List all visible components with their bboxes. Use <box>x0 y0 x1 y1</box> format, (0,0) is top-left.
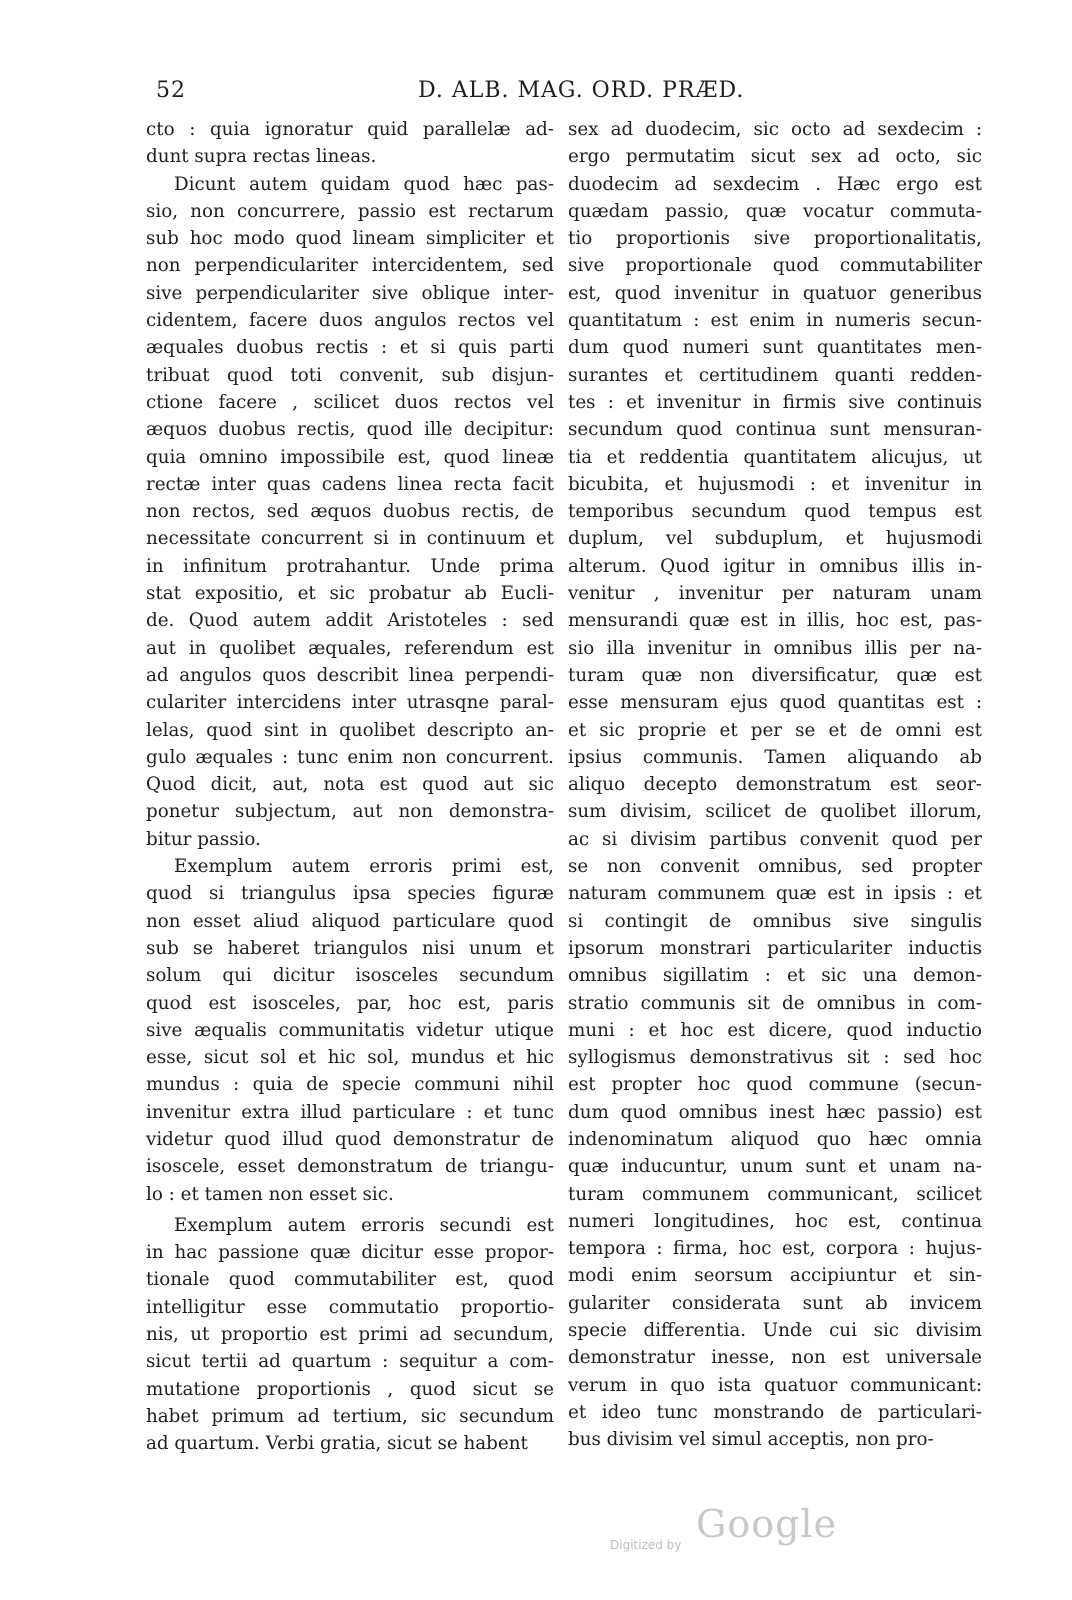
text-line: est propter hoc quod commune (secun- <box>568 1074 982 1096</box>
watermark-prefix: Digitized by <box>610 1538 682 1552</box>
text-line: temporibus secundum quod tempus est <box>568 501 982 523</box>
text-line: turam quæ non diversificatur, quæ est <box>568 664 982 686</box>
text-line: sub hoc modo quod lineam simpliciter et <box>146 228 554 250</box>
text-line: Exemplum autem erroris primi est, <box>174 856 554 878</box>
text-line: quædam passio, quæ vocatur commuta- <box>568 200 982 222</box>
text-line: alterum. Quod igitur in omnibus illis in- <box>568 555 982 577</box>
text-line: cidentem, facere duos angulos rectos vel <box>146 310 554 332</box>
text-line: muni : et hoc est dicere, quod inductio <box>568 1019 982 1041</box>
text-line: habet primum ad tertium, sic secundum <box>146 1405 554 1427</box>
text-line: sio illa invenitur in omnibus illis per na- <box>568 637 982 659</box>
text-line: ipsius communis. Tamen aliquando ab <box>568 746 982 768</box>
text-line: rectæ inter quas cadens linea recta facit <box>146 473 554 495</box>
text-line: quæ inducuntur, unum sunt et unam na- <box>568 1156 982 1178</box>
text-line: ad angulos quos describit linea perpendi- <box>146 664 554 686</box>
text-line: æquos duobus rectis, quod ille decipitur: <box>146 419 554 441</box>
text-line: videtur quod illud quod demonstratur de <box>146 1128 554 1150</box>
text-line: mutatione proportionis , quod sicut se <box>146 1378 554 1400</box>
text-line: aut in quolibet æquales, referendum est <box>146 637 554 659</box>
text-line: bicubita, et hujusmodi : et invenitur in <box>568 473 982 495</box>
text-line: sive æqualis communitatis videtur utique <box>146 1019 554 1041</box>
text-line: sex ad duodecim, sic octo ad sexdecim : <box>568 119 982 140</box>
text-line: se non convenit omnibus, sed propter <box>568 856 982 878</box>
text-line: sive perpendiculariter sive oblique inter- <box>146 282 554 304</box>
text-line: culariter intercidens inter utrasqne paral- <box>146 692 554 714</box>
text-line: de. Quod autem addit Aristoteles : sed <box>146 610 554 632</box>
text-line: ad quartum. Verbi gratia, sicut se habent <box>146 1433 528 1455</box>
text-line: non perpendiculariter intercidentem, sed <box>146 255 554 277</box>
text-line: mensurandi quæ est in illis, hoc est, pas- <box>568 610 982 632</box>
text-line: demonstratur inesse, non est universale <box>568 1347 982 1369</box>
text-line: si contingit de omnibus sive singulis <box>568 910 982 932</box>
text-line: venitur , invenitur per naturam unam <box>568 583 982 605</box>
text-line: in infinitum protrahantur. Unde prima <box>146 555 554 577</box>
text-line: ipsorum monstrari particulariter inductis <box>568 937 982 959</box>
text-line: lelas, quod sint in quolibet descripto an- <box>146 719 554 741</box>
text-line: specie differentia. Unde cui sic divisim <box>568 1320 982 1342</box>
text-line: sub se haberet triangulos nisi unum et <box>146 937 554 959</box>
digitized-watermark <box>610 1498 870 1558</box>
text-line: tionale quod commutabiliter est, quod <box>146 1269 554 1291</box>
text-line: est, quod invenitur in quatuor generibus <box>568 282 982 304</box>
right-text-column <box>568 116 982 1454</box>
text-line: necessitate concurrent si in continuum et <box>146 528 554 550</box>
text-line: naturam communem quæ est in ipsis : et <box>568 883 982 905</box>
watermark-brand-logo: Google <box>696 1502 838 1546</box>
text-line: non rectos, sed æquos duobus rectis, de <box>146 501 554 523</box>
text-line: esse, sicut sol et hic sol, mundus et hic <box>146 1047 554 1069</box>
text-line: quantitatum : est enim in numeris secun- <box>568 310 982 332</box>
text-line: ponetur subjectum, aut non demonstra- <box>146 801 554 823</box>
text-line: cto : quia ignoratur quid parallelæ ad- <box>146 119 554 140</box>
text-line: duplum, vel subduplum, et hujusmodi <box>568 528 982 550</box>
text-line: non esset aliud aliquod particulare quod <box>146 910 554 932</box>
text-line: bus divisim vel simul acceptis, non pro- <box>568 1429 934 1451</box>
text-line: gulariter considerata sunt ab invicem <box>568 1292 982 1314</box>
text-line: quod si triangulus ipsa species figuræ <box>146 883 554 905</box>
text-line: surantes et certitudinem quanti redden- <box>568 364 982 386</box>
text-line: turam communem communicant, scilicet <box>568 1183 982 1205</box>
text-line: et sic proprie et per se et de omni est <box>568 719 982 741</box>
text-line: numeri longitudines, hoc est, continua <box>568 1210 982 1232</box>
text-line: ctione facere , scilicet duos rectos vel <box>146 391 554 413</box>
text-line: invenitur extra illud particulare : et tunc <box>146 1101 554 1123</box>
text-line: Dicunt autem quidam quod hæc pas- <box>174 173 554 195</box>
page-number: 52 <box>156 78 186 103</box>
text-line: mundus : quia de specie communi nihil <box>146 1074 554 1096</box>
text-line: secundum quod continua sunt mensuran- <box>568 419 982 441</box>
text-line: stratio communis sit de omnibus in com- <box>568 992 982 1014</box>
text-line: esse mensuram ejus quod quantitas est : <box>568 692 982 714</box>
text-line: tio proportionis sive proportionalitatis, <box>568 228 982 250</box>
text-line: nis, ut proportio est primi ad secundum, <box>146 1324 554 1346</box>
text-line: tes : et invenitur in firmis sive continuis <box>568 391 982 413</box>
left-text-column <box>146 116 554 1458</box>
text-line: syllogismus demonstrativus sit : sed hoc <box>568 1047 982 1069</box>
text-line: dunt supra rectas lineas. <box>146 146 377 168</box>
text-line: bitur passio. <box>146 828 261 850</box>
text-line: stat expositio, et sic probatur ab Eucli- <box>146 583 554 605</box>
text-line: intelligitur esse commutatio proportio- <box>146 1296 554 1318</box>
text-line: dum quod numeri sunt quantitates men- <box>568 337 982 359</box>
text-line: gulo æquales : tunc enim non concurrent. <box>146 746 554 768</box>
text-line: tribuat quod toti convenit, sub disjun- <box>146 364 554 386</box>
text-line: sive proportionale quod commutabiliter <box>568 255 982 277</box>
text-line: et ideo tunc monstrando de particulari- <box>568 1401 982 1423</box>
text-line: in hac passione quæ dicitur esse propor- <box>146 1242 554 1264</box>
text-line: indenominatum aliquod quo hæc omnia <box>568 1128 982 1150</box>
text-line: verum in quo ista quatuor communicant: <box>568 1374 982 1396</box>
text-line: modi enim seorsum accipiuntur et sin- <box>568 1265 982 1287</box>
text-line: ac si divisim partibus convenit quod per <box>568 828 982 850</box>
text-line: tempora : firma, hoc est, corpora : hujus- <box>568 1238 982 1260</box>
text-line: æquales duobus rectis : et si quis parti <box>146 337 554 359</box>
text-line: quod est isosceles, par, hoc est, paris <box>146 992 554 1014</box>
text-line: quia omnino impossibile est, quod lineæ <box>146 446 554 468</box>
text-line: sicut tertii ad quartum : sequitur a com- <box>146 1351 554 1373</box>
text-line: lo : et tamen non esset sic. <box>146 1183 394 1205</box>
text-line: ergo permutatim sicut sex ad octo, sic <box>568 146 982 168</box>
text-line: sio, non concurrere, passio est rectarum <box>146 200 554 222</box>
text-line: Exemplum autem erroris secundi est <box>174 1214 554 1236</box>
text-line: aliquo decepto demonstratum est seor- <box>568 774 982 796</box>
running-head: D. ALB. MAG. ORD. PRÆD. <box>418 78 745 103</box>
text-line: dum quod omnibus inest hæc passio) est <box>568 1101 982 1123</box>
text-line: Quod dicit, aut, nota est quod aut sic <box>146 774 554 796</box>
page-header <box>150 74 950 114</box>
text-line: sum divisim, scilicet de quolibet illorum, <box>568 801 982 823</box>
text-line: omnibus sigillatim : et sic una demon- <box>568 965 982 987</box>
text-line: solum qui dicitur isosceles secundum <box>146 965 554 987</box>
text-line: tia et reddentia quantitatem alicujus, ut <box>568 446 982 468</box>
text-line: isoscele, esset demonstratum de triangu- <box>146 1156 554 1178</box>
text-line: duodecim ad sexdecim . Hæc ergo est <box>568 173 982 195</box>
